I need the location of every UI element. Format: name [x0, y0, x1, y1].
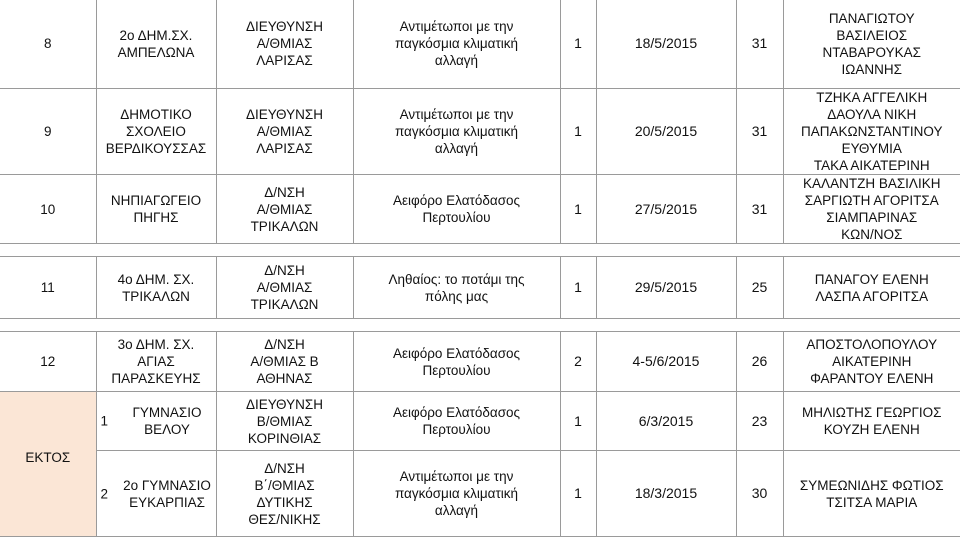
visit-count: 1 [560, 451, 596, 537]
visit-count: 1 [560, 257, 596, 319]
program-name-line: Περτουλίου [422, 362, 491, 378]
directorate-line: ΔΙΕΥΘΥΝΣΗ [246, 107, 323, 122]
visit-date: 18/5/2015 [596, 0, 736, 89]
directorate-line: Α/ΘΜΙΑΣ [256, 124, 313, 139]
teachers [783, 0, 960, 89]
school-name-line: ΓΥΜΝΑΣΙΟ [132, 405, 202, 420]
teachers [783, 332, 960, 392]
program-name-line: παγκόσμια κλιματική [394, 124, 519, 139]
teachers-line: ΛΑΣΠΑ ΑΓΟΡΙΤΣΑ [815, 288, 929, 304]
teachers [783, 451, 960, 537]
teachers [783, 257, 960, 319]
teachers-line: ΤΣΙΤΣΑ ΜΑΡΙΑ [826, 494, 918, 510]
student-count: 31 [736, 175, 783, 244]
directorate-line: Β/ΘΜΙΑΣ [256, 413, 313, 429]
directorate-line: Δ/ΝΣΗ [264, 184, 305, 200]
school-name-line: 2ο ΔΗΜ.ΣΧ. [119, 27, 193, 43]
school-name [96, 257, 216, 319]
visit-date: 4-5/6/2015 [596, 332, 736, 392]
school-name [96, 89, 216, 175]
directorate-line: Δ/ΝΣΗ [264, 263, 305, 278]
school-name-line: ΕΥΚΑΡΠΙΑΣ [129, 494, 205, 510]
visit-count: 2 [560, 332, 596, 392]
row-gap-cell [0, 319, 960, 332]
directorate-line: ΚΟΡΙΝΘΙΑΣ [247, 430, 322, 446]
school-name-line: ΠΗΓΗΣ [133, 210, 179, 225]
teachers-line: ΙΩΑΝΝΗΣ [841, 61, 902, 77]
school-name [96, 0, 216, 89]
directorate [216, 257, 353, 319]
teachers-line: ΣΥΜΕΩΝΙΔΗΣ ΦΩΤΙΟΣ [799, 477, 944, 493]
table-row [0, 332, 960, 392]
row-number: 10 [0, 175, 96, 244]
program-name-line: Αντιμέτωποι με την [399, 107, 514, 122]
school-name-line: ΣΧΟΛΕΙΟ [126, 124, 186, 139]
program-name-line: πόλης μας [424, 288, 489, 304]
student-count: 25 [736, 257, 783, 319]
school-name-line: ΑΓΙΑΣ [137, 354, 175, 369]
teachers-line: ΠΑΝΑΓΙΩΤΟΥ [828, 10, 915, 26]
program-name-line: Ληθαίος: το ποτάμι της [388, 271, 525, 287]
school-name-line: ΝΗΠΙΑΓΩΓΕΙΟ [110, 193, 202, 208]
directorate-line: Β΄/ΘΜΙΑΣ [254, 477, 315, 493]
teachers-line: ΤΖΗΚΑ ΑΓΓΕΛΙΚΗ [816, 90, 928, 105]
directorate-line: ΛΑΡΙΣΑΣ [256, 141, 313, 156]
program-name-line: Περτουλίου [422, 210, 491, 225]
school-name-line: ΑΜΠΕΛΩΝΑ [117, 44, 195, 60]
row-number: 1 [100, 413, 109, 429]
program-name-line: παγκόσμια κλιματική [394, 486, 519, 501]
visit-date: 27/5/2015 [596, 175, 736, 244]
visit-date: 29/5/2015 [596, 257, 736, 319]
directorate [216, 0, 353, 89]
teachers-line: ΒΑΣΙΛΕΙΟΣ [836, 27, 908, 43]
directorate [216, 332, 353, 392]
program-name [353, 392, 560, 451]
program-name-line: αλλαγή [434, 53, 479, 68]
school-name-line: ΠΑΡΑΣΚΕΥΗΣ [111, 371, 201, 386]
school-name-line: ΒΕΛΟΥ [144, 422, 190, 437]
teachers-line: ΔΑΟΥΛΑ ΝΙΚΗ [827, 107, 917, 122]
program-name [353, 332, 560, 392]
teachers [783, 89, 960, 175]
directorate-line: ΔΥΤΙΚΗΣ [256, 494, 313, 510]
teachers-line: ΣΑΡΓΙΩΤΗ ΑΓΟΡΙΤΣΑ [804, 193, 939, 208]
school-name [96, 451, 216, 537]
program-name-line: Αειφόρο Ελατόδασος [392, 345, 521, 361]
table-row [0, 392, 960, 451]
program-name-line: Αειφόρο Ελατόδασος [392, 405, 521, 420]
teachers-line: ΑΙΚΑΤΕΡΙΝΗ [832, 354, 912, 369]
directorate-line: ΔΙΕΥΘΥΝΣΗ [246, 19, 323, 34]
student-count: 31 [736, 89, 783, 175]
program-name-line: αλλαγή [434, 141, 479, 156]
directorate-line: Α/ΘΜΙΑΣ Β [250, 354, 319, 369]
row-number: 12 [0, 332, 96, 392]
directorate-line: Α/ΘΜΙΑΣ [256, 36, 313, 51]
program-name-line: Περτουλίου [422, 422, 491, 437]
visit-count: 1 [560, 0, 596, 89]
school-name [96, 392, 216, 451]
visit-date: 18/3/2015 [596, 451, 736, 537]
teachers-line: ΕΥΘΥΜΙΑ [841, 141, 902, 156]
program-name-line: Αειφόρο Ελατόδασος [392, 193, 521, 208]
directorate-line: Δ/ΝΣΗ [264, 460, 305, 476]
teachers-line: ΣΙΑΜΠΑΡΙΝΑΣ [826, 210, 918, 225]
teachers-line: ΑΠΟΣΤΟΛΟΠΟΥΛΟΥ [806, 337, 938, 352]
table-row [0, 175, 960, 244]
program-name-line: παγκόσμια κλιματική [394, 36, 519, 51]
visit-date: 6/3/2015 [596, 392, 736, 451]
teachers-line: ΜΗΛΙΩΤΗΣ ΓΕΩΡΓΙΟΣ [801, 405, 942, 420]
teachers-line: ΠΑΠΑΚΩΝΣΤΑΝΤΙΝΟΥ [800, 124, 943, 139]
teachers-line: ΠΑΝΑΓΟΥ ΕΛΕΝΗ [814, 271, 929, 287]
directorate-line: Δ/ΝΣΗ [264, 337, 305, 352]
table-row [0, 451, 960, 537]
school-name-line: 4ο ΔΗΜ. ΣΧ. [117, 271, 195, 287]
school-name [96, 175, 216, 244]
school-name-line: ΤΡΙΚΑΛΩΝ [122, 288, 190, 304]
row-number: 9 [0, 89, 96, 175]
program-name-line: Αντιμέτωποι με την [399, 19, 514, 34]
program-name [353, 89, 560, 175]
row-gap [0, 319, 960, 332]
teachers-line: ΚΟΥΖΗ ΕΛΕΝΗ [823, 422, 920, 437]
table-row [0, 257, 960, 319]
school-name-lines [99, 404, 214, 438]
program-name-line: Αντιμέτωποι με την [399, 469, 514, 484]
teachers-line: ΚΑΛΑΝΤΖΗ ΒΑΣΙΛΙΚΗ [803, 176, 941, 191]
student-count: 26 [736, 332, 783, 392]
visit-count: 1 [560, 392, 596, 451]
school-name-line: ΔΗΜΟΤΙΚΟ [120, 107, 192, 122]
program-name-line: αλλαγή [434, 503, 479, 518]
teachers-line: ΚΩΝ/ΝΟΣ [841, 227, 903, 242]
directorate-line: Α/ΘΜΙΑΣ [256, 201, 313, 217]
row-number: 8 [0, 0, 96, 89]
directorate-line: ΘΕΣ/ΝΙΚΗΣ [248, 511, 321, 527]
program-name [353, 257, 560, 319]
row-gap-cell [0, 244, 960, 257]
student-count: 23 [736, 392, 783, 451]
row-number: 2 [100, 486, 109, 501]
school-name-line: ΒΕΡΔΙΚΟΥΣΣΑΣ [105, 141, 207, 156]
directorate [216, 89, 353, 175]
table-row [0, 0, 960, 89]
directorate [216, 175, 353, 244]
directorate-line: ΤΡΙΚΑΛΩΝ [250, 297, 319, 312]
teachers [783, 392, 960, 451]
school-name-line: 3ο ΔΗΜ. ΣΧ. [117, 337, 195, 352]
school-name-line: 2ο ΓΥΜΝΑΣΙΟ [123, 477, 211, 493]
teachers-line: ΤΑΚΑ ΑΙΚΑΤΕΡΙΝΗ [813, 158, 930, 173]
row-number: 11 [0, 257, 96, 319]
directorate [216, 392, 353, 451]
visit-date: 20/5/2015 [596, 89, 736, 175]
row-gap [0, 244, 960, 257]
visit-count: 1 [560, 89, 596, 175]
program-name [353, 451, 560, 537]
student-count: 31 [736, 0, 783, 89]
program-name [353, 175, 560, 244]
directorate-line: Α/ΘΜΙΑΣ [256, 280, 313, 295]
directorate-line: ΑΘΗΝΑΣ [256, 371, 313, 386]
school-name [96, 332, 216, 392]
directorate [216, 451, 353, 537]
ektos-label: ΕΚΤΟΣ [0, 392, 96, 537]
school-name-lines [99, 477, 214, 511]
directorate-line: ΔΙΕΥΘΥΝΣΗ [246, 396, 323, 412]
teachers-line: ΝΤΑΒΑΡΟΥΚΑΣ [822, 44, 921, 60]
visit-count: 1 [560, 175, 596, 244]
teachers [783, 175, 960, 244]
student-count: 30 [736, 451, 783, 537]
teachers-line: ΦΑΡΑΝΤΟΥ ΕΛΕΝΗ [810, 371, 934, 386]
directorate-line: ΛΑΡΙΣΑΣ [256, 53, 313, 68]
table-row [0, 89, 960, 175]
program-name [353, 0, 560, 89]
directorate-line: ΤΡΙΚΑΛΩΝ [250, 218, 319, 234]
